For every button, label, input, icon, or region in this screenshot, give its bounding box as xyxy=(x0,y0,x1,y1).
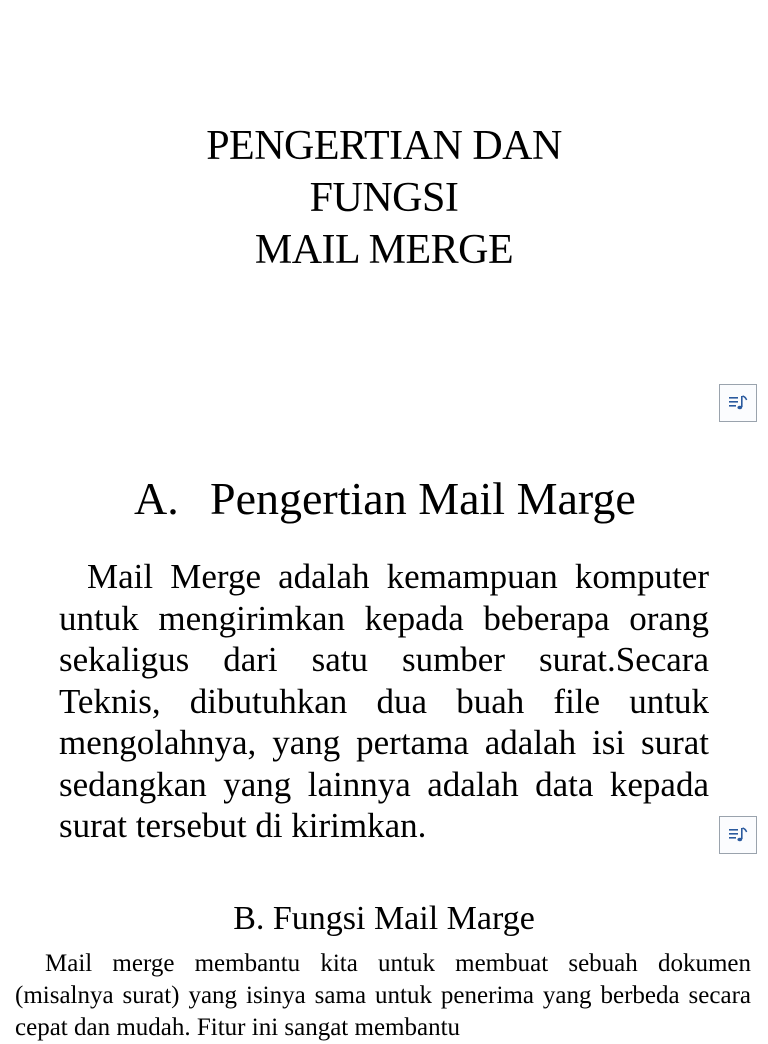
title-line-2: FUNGSI xyxy=(309,175,459,221)
page-title xyxy=(0,120,768,276)
audio-note-icon-glyph xyxy=(727,392,749,414)
section-a-number: A. xyxy=(134,473,179,524)
section-a-heading xyxy=(134,472,636,526)
section-b-heading: B. Fungsi Mail Marge xyxy=(233,900,535,937)
section-a-paragraph: Mail Merge adalah kemampuan komputer untuk mengirimkan kepada beberapa orang sekaligus dari satu sumber surat.Secara Teknis, dibutuhkan dua buah file untuk mengolahnya, yang pertama adalah isi surat sedangkan yang lainnya adalah data kepada surat tersebut di kirimkan. xyxy=(59,557,709,845)
slide-title xyxy=(0,0,768,432)
title-line-3: MAIL MERGE xyxy=(254,227,514,273)
audio-note-icon-glyph xyxy=(727,824,749,846)
audio-note-icon[interactable] xyxy=(719,816,757,854)
slide-pengertian xyxy=(0,432,768,864)
title-line-1: PENGERTIAN DAN xyxy=(206,123,562,169)
section-b-paragraph: Mail merge membantu kita untuk membuat sebuah dokumen (misalnya surat) yang isinya sama untuk penerima yang berbeda secara cepat dan mudah. Fitur ini sangat membantu xyxy=(15,950,751,1041)
slide-fungsi xyxy=(0,864,768,1041)
section-a-title: Pengertian Mail Marge xyxy=(210,473,636,524)
audio-note-icon[interactable] xyxy=(719,384,757,422)
